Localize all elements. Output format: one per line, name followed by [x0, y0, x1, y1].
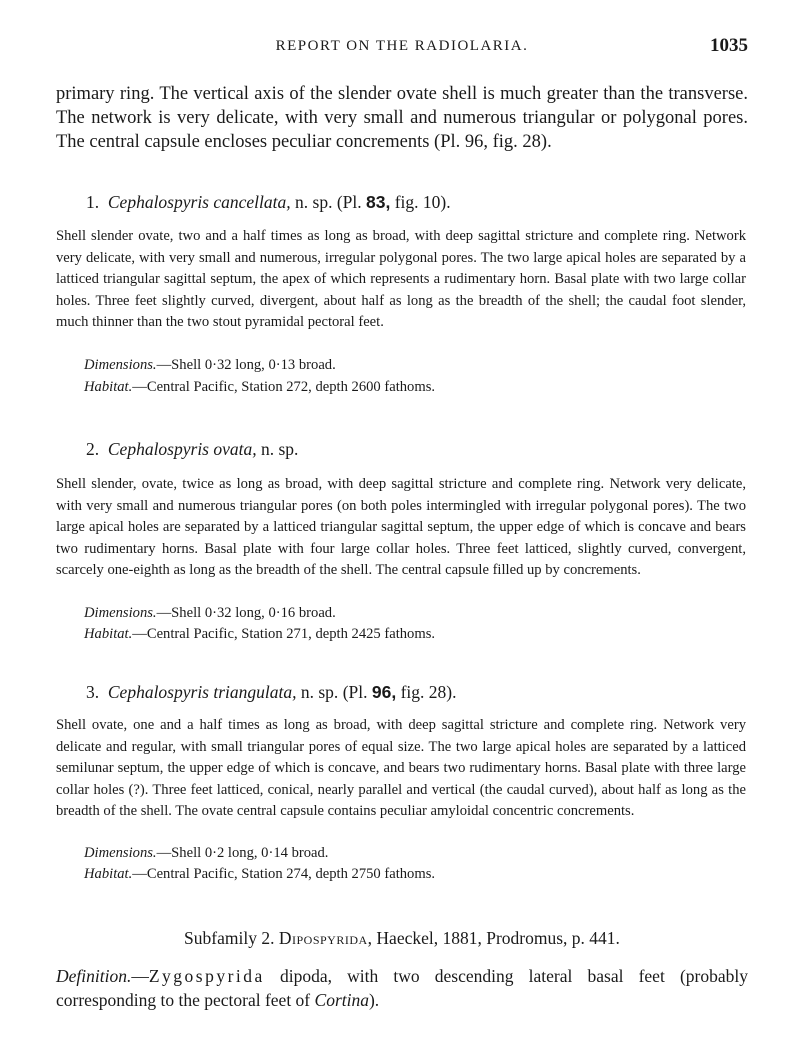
species-1-heading — [86, 190, 746, 214]
species-2-heading — [86, 437, 746, 461]
spaced-term: Zygospyrida — [148, 966, 265, 986]
species-2-dimensions: Dimensions.—Shell 0·32 long, 0·16 broad. — [84, 605, 336, 621]
definition-label: Definition. — [56, 966, 132, 986]
novelty-marker: n. sp. — [295, 192, 333, 212]
novelty-marker: n. sp. — [261, 439, 299, 459]
figure-number: fig. 10). — [394, 192, 451, 212]
species-2-habitat: Habitat.—Central Pacific, Station 271, depth 2425 fathoms. — [84, 626, 436, 642]
running-title: REPORT ON THE RADIOLARIA. — [275, 38, 529, 54]
species-name: Cephalospyris cancellata, — [107, 192, 291, 212]
species-3-description: Shell ovate, one and a half times as long as broad, with deep sagittal stricture and complete ring. Network very delicate and regular, with small triangular pores of equal size. The two large apical holes are separated by a latticed semilunar septum, the upper edge of which is concave, and bears two rudimentary horns. Basal plate with three large collar holes (?). Three feet latticed, conical, nearly parallel and vertical (the caudal curved), about half as long as the breadth of the shell. The ovate central capsule contains peculiar amyloidal concentric concrements. — [56, 717, 746, 820]
subfamily-name: Dipospyrida — [278, 928, 368, 948]
species-1-habitat: Habitat.—Central Pacific, Station 272, depth 2600 fathoms. — [84, 379, 436, 395]
species-3-dimensions: Dimensions.—Shell 0·2 long, 0·14 broad. — [84, 845, 329, 861]
genus-name: Cortina — [314, 990, 369, 1010]
species-number: 3. — [86, 682, 100, 702]
species-name: Cephalospyris triangulata, — [107, 682, 297, 702]
novelty-marker: n. sp. — [300, 682, 339, 702]
species-number: 1. — [86, 192, 100, 212]
species-number: 2. — [86, 439, 100, 459]
definition-paragraph: Definition.—Zygospyrida dipoda, with two descending lateral basal feet (probably corresponding to the pectoral feet of Cortina). — [56, 966, 748, 1010]
intro-paragraph: primary ring. The vertical axis of the slender ovate shell is much greater than the transverse. The network is very delicate, with very small and numerous triangular or polygonal pores. The central capsule encloses peculiar concrements (Pl. 96, fig. 28). — [56, 84, 748, 152]
species-1-dimensions: Dimensions.—Shell 0·32 long, 0·13 broad. — [84, 357, 336, 373]
page-number: 1035 — [710, 35, 748, 56]
figure-number: fig. 28). — [400, 682, 457, 702]
plate-reference: (Pl. 83, fig. 10). — [336, 192, 451, 212]
plate-reference: (Pl. 96, fig. 28). — [342, 682, 457, 702]
running-header — [56, 35, 748, 62]
species-3-heading — [86, 680, 746, 704]
plate-number: 83, — [366, 192, 391, 212]
subfamily-heading: Subfamily 2. Dipospyrida, Haeckel, 1881, Prodromus, p. 441. — [184, 928, 620, 948]
species-2-description: Shell slender, ovate, twice as long as broad, with deep sagittal stricture and complete ring. Network very delicate, with very small and numerous triangular pores (on both poles intermingled with irregular polygonal pores). The two large apical holes are separated by a latticed triangular sagittal septum, the upper edge of which is concave and bears two rudimentary horns. Basal plate with four large collar holes. Three feet latticed, slightly curved, convergent, scarcely one-eighth as long as the breadth of the shell. The central capsule filled up by concrements. — [56, 476, 746, 579]
species-name: Cephalospyris ovata, — [107, 439, 257, 459]
species-1-description: Shell slender ovate, two and a half times as long as broad, with deep sagittal stricture and complete ring. Network very delicate, with very small and numerous, irregular polygonal pores. The two large apical holes are separated by a latticed triangular sagittal septum, the apex of which represents a rudimentary horn. Basal plate with two large collar holes. Three feet slightly curved, divergent, about half as long as the breadth of the shell; the caudal foot slender, much thinner than the two stout pyramidal pectoral feet. — [56, 228, 746, 331]
plate-number: 96, — [371, 682, 397, 702]
species-3-habitat: Habitat.—Central Pacific, Station 274, depth 2750 fathoms. — [84, 866, 436, 882]
